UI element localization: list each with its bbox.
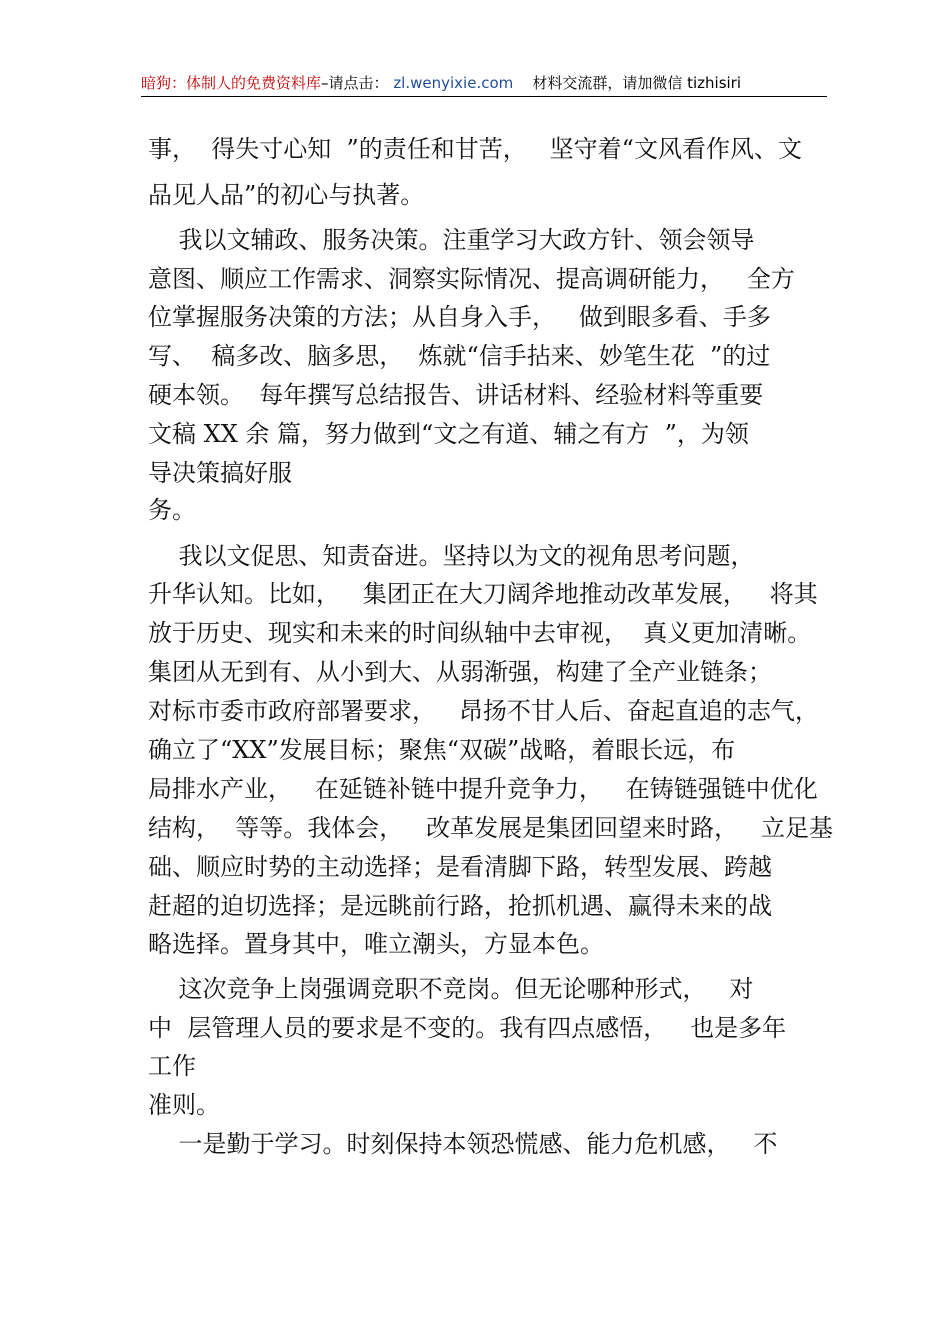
- text-line: 我以文辅政、服务决策。注重学习大政方针、领会领导: [148, 226, 755, 254]
- text-line: 位掌握服务决策的方法；从自身入手， 做到眼多看、手多: [148, 303, 771, 331]
- text-line: 准则。: [148, 1091, 220, 1119]
- header-url-link[interactable]: zl.wenyixie.com: [393, 74, 514, 92]
- page-header: [141, 72, 827, 97]
- header-contact: 材料交流群，请加微信 tizhisiri: [532, 74, 742, 92]
- text-line: 局排水产业， 在延链补链中提升竞争力， 在铸链强链中优化: [148, 775, 818, 803]
- header-prompt: –请点击：: [321, 74, 389, 92]
- text-line: 中 层管理人员的要求是不变的。我有四点感悟， 也是多年: [148, 1014, 787, 1042]
- text-line: 确立了“XX”发展目标；聚焦“双碳”战略，着眼长远，布: [148, 736, 736, 764]
- text-line: 文稿 XX 余 篇，努力做到“文之有道、辅之有方 ”，为领: [148, 420, 749, 448]
- text-line: 品见人品”的初心与执著。: [148, 181, 425, 209]
- text-line: 工作: [148, 1052, 196, 1080]
- text-line: 对标市委市政府部署要求， 昂扬不甘人后、奋起直追的志气，: [148, 697, 819, 725]
- text-line: 写、 稿多改、脑多思， 炼就“信手拈来、妙笔生花 ”的过: [148, 342, 771, 370]
- text-line: 略选择。置身其中，唯立潮头，方显本色。: [148, 930, 604, 958]
- text-line: 集团从无到有、从小到大、从弱渐强，构建了全产业链条；: [148, 658, 772, 686]
- text-line: 这次竞争上岗强调竞职不竞岗。但无论哪种形式， 对: [148, 975, 754, 1003]
- header-site-name: 暗狗：体制人的免费资料库: [141, 74, 322, 92]
- text-line: 升华认知。比如， 集团正在大刀阔斧地推动改革发展， 将其: [148, 580, 818, 608]
- text-line: 我以文促思、知责奋进。坚持以为文的视角思考问题，: [148, 542, 755, 570]
- text-line: 赶超的迫切选择；是远眺前行路，抢抓机遇、赢得未来的战: [148, 892, 772, 920]
- text-line: 意图、顺应工作需求、洞察实际情况、提高调研能力， 全方: [148, 265, 795, 293]
- text-line: 一是勤于学习。时刻保持本领恐慌感、能力危机感， 不: [148, 1130, 778, 1158]
- text-line: 础、顺应时势的主动选择；是看清脚下路，转型发展、跨越: [148, 853, 772, 881]
- text-line: 导决策搞好服: [148, 459, 292, 487]
- text-line: 事， 得失寸心知 ”的责任和甘苦， 坚守着“文风看作风、文: [148, 135, 802, 163]
- text-line: 务。: [148, 496, 196, 524]
- text-line: 放于历史、现实和未来的时间纵轴中去审视， 真义更加清晰。: [148, 619, 812, 647]
- text-line: 结构， 等等。我体会， 改革发展是集团回望来时路， 立足基: [148, 814, 834, 842]
- text-line: 硬本领。 每年撰写总结报告、讲话材料、经验材料等重要: [148, 381, 764, 409]
